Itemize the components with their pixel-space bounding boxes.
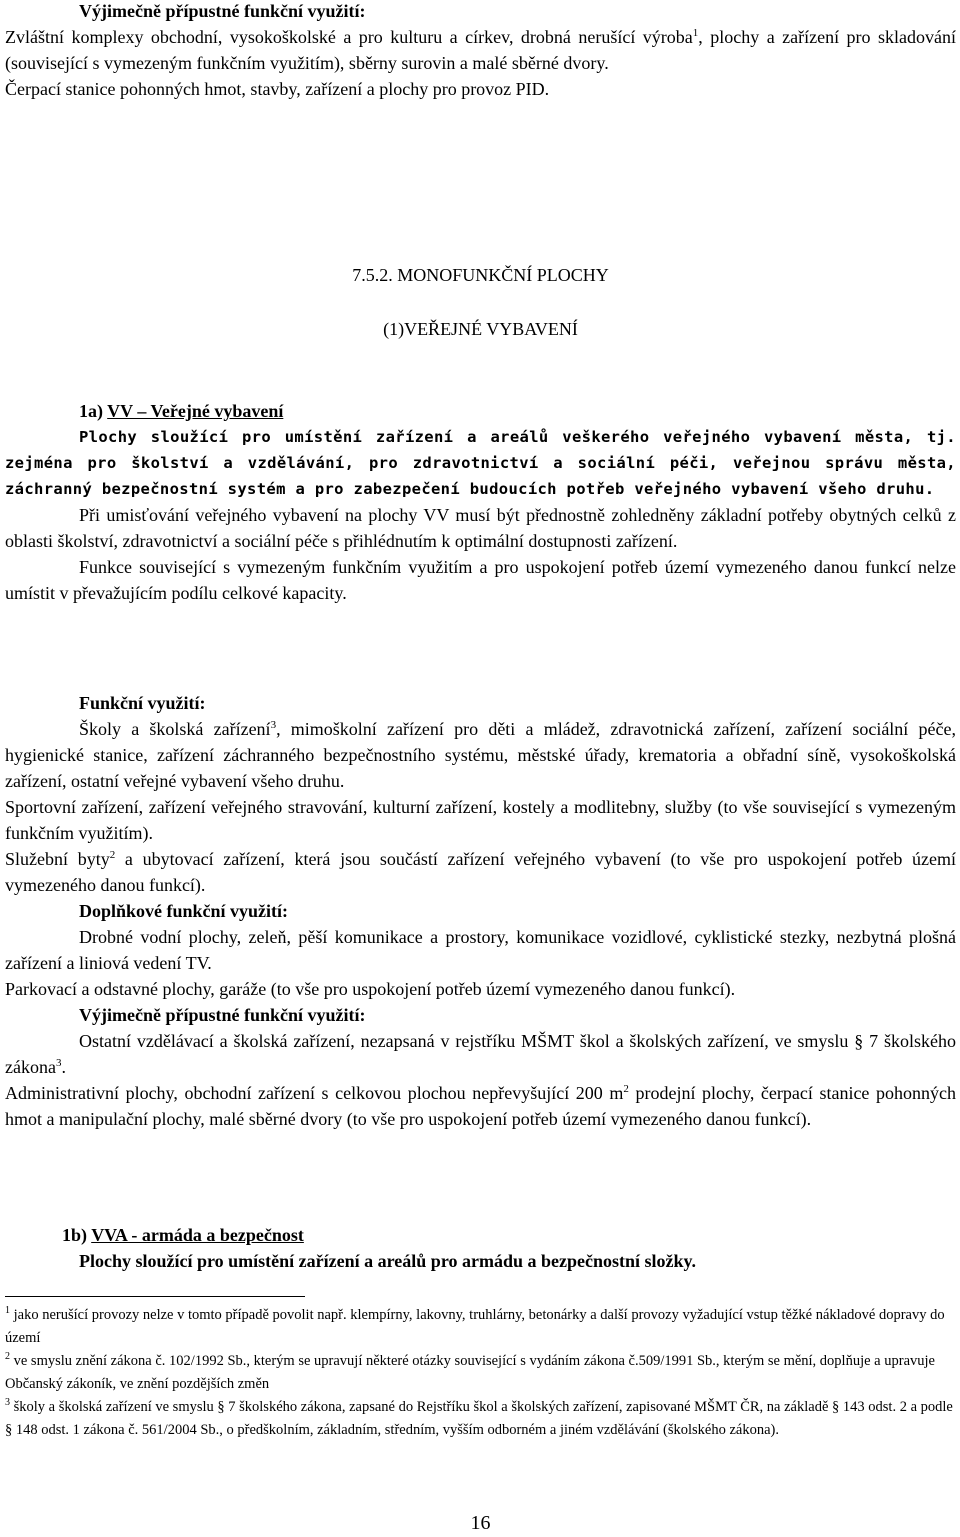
functional-use-schools: Školy a školská zařízení$^3$, mimoškolní zařízení pro děti a mládež, zdravotnická zařízení, zařízení sociální péče, hygienické stanice, zařízení záchranného bezpečnostního systému, městské úřady, krematoria a obřadní síně, vysokoškolská zařízení, ostatní veřejné vybavení všeho druhu. <box>5 719 956 791</box>
vv-description: Plochy sloužící pro umístění zařízení a areálů veškerého veřejného vybavení města, tj. zejména pro školství a vzdělávání, pro zdravotnictví a sociální péči, veřejnou správu města, záchranný bezpečnostní systém a pro zabezpečení budoucích potřeb veřejného vybavení všeho druhu. <box>5 428 956 498</box>
footnotes <box>5 1304 956 1442</box>
top-block <box>5 0 956 102</box>
vv-uses-block <box>5 690 956 1132</box>
footnote-ref-1: 1 <box>692 27 699 39</box>
supplementary-use-heading: Doplňkové funkční využití: <box>79 901 289 921</box>
supplementary-use-water: Drobné vodní plochy, zeleň, pěší komunikace a prostory, komunikace vozidlové, cyklistické stezky, nezbytná plošná zařízení a liniová vedení TV. <box>5 927 956 973</box>
functional-use-housing: Služební byty$^2$ a ubytovací zařízení, která jsou součástí zařízení veřejného vybavení (to vše pro uspokojení potřeb území vymezeného danou funkcí). <box>5 849 956 895</box>
vv-block <box>5 398 956 606</box>
exceptional-use-heading-2: Výjimečně přípustné funkční využití: <box>79 1005 366 1025</box>
supplementary-use-parking: Parkovací a odstavné plochy, garáže (to vše pro uspokojení potřeb území vymezeného danou funkcí). <box>5 979 736 999</box>
footnote-ref-2: 2 <box>109 849 116 861</box>
footnote-ref-3b: 3 <box>55 1057 62 1069</box>
functional-use-heading: Funkční využití: <box>79 693 206 713</box>
exceptional-use-admin: Administrativní plochy, obchodní zařízení s celkovou plochou nepřevyšující 200 $m^2$ prodejní plochy, čerpací stanice pohonných hmot a manipulační plochy, malé sběrné dvory (to vše pro uspokojení potřeb území vymezeného danou funkcí). <box>5 1083 956 1129</box>
exceptional-use-education: Ostatní vzdělávací a školská zařízení, nezapsaná v rejstříku MŠMT škol a školských zařízení, ve smyslu § 7 školského zákona$^3$. <box>5 1031 956 1077</box>
exceptional-use-text: Zvláštní komplexy obchodní, vysokoškolské a pro kulturu a církev, drobná nerušící výroba$^1$, plochy a zařízení pro skladování (související s vymezeným funkčním využitím), sběrny surovin a malé sběrné dvory. <box>5 27 956 73</box>
vv-paragraph-1: Při umisťování veřejného vybavení na plochy VV musí být přednostně zohledněny základní potřeby obytných celků z oblasti školství, zdravotnictví a sociální péče s přihlédnutím k optimální dostupnosti zařízení. <box>5 505 956 551</box>
vva-description: Plochy sloužící pro umístění zařízení a areálů pro armádu a bezpečnostní složky. <box>79 1251 697 1271</box>
vv-heading: 1a) VV – Veřejné vybavení <box>79 401 284 421</box>
footnote-3: $^3$ školy a školská zařízení ve smyslu § 7 školského zákona, zapsané do Rejstříku škol a školských zařízení, zapisované MŠMT ČR, na základě § 143 odst. 2 a podle § 148 odst. 1 zákona č. 561/2004 Sb., o předškolním, základním, středním, vyšším odborném a jiném vzdělávání (školského zákona). <box>5 1397 953 1438</box>
petrol-station-text: Čerpací stanice pohonných hmot, stavby, zařízení a plochy pro provoz PID. <box>5 79 550 99</box>
superscript-m2: 2 <box>623 1083 629 1095</box>
section-subtitle: (1)VEŘEJNÉ VYBAVENÍ <box>383 319 578 339</box>
page-number: 16 <box>470 1512 491 1534</box>
section-title: 7.5.2. MONOFUNKČNÍ PLOCHY <box>352 265 609 285</box>
vv-paragraph-2: Funkce související s vymezeným funkčním využitím a pro uspokojení potřeb území vymezeného danou funkcí nelze umístit v převažujícím podílu celkové kapacity. <box>5 557 956 603</box>
footnote-2: $^2$ ve smyslu znění zákona č. 102/1992 Sb., kterým se upravují některé otázky související s vydáním zákona č.509/1991 Sb., kterým se mění, doplňuje a upravuje Občanský zákoník, ve znění pozdějších změn <box>5 1351 935 1392</box>
exceptional-use-heading: Výjimečně přípustné funkční využití: <box>79 1 366 21</box>
vva-block <box>5 1222 956 1274</box>
footnote-ref-3: 3 <box>270 719 277 731</box>
footnote-1: $^1$ jako nerušící provozy nelze v tomto případě povolit např. klempírny, lakovny, truhlárny, betonárky a další provozy vyžadující vstup těžké nákladové dopravy do území <box>5 1305 945 1346</box>
vva-heading: 1b) VVA - armáda a bezpečnost <box>62 1225 304 1245</box>
functional-use-sports: Sportovní zařízení, zařízení veřejného stravování, kulturní zařízení, kostely a modlitebny, služby (to vše související s vymezeným funkčním využitím). <box>5 797 956 843</box>
footnote-divider <box>5 1296 305 1297</box>
